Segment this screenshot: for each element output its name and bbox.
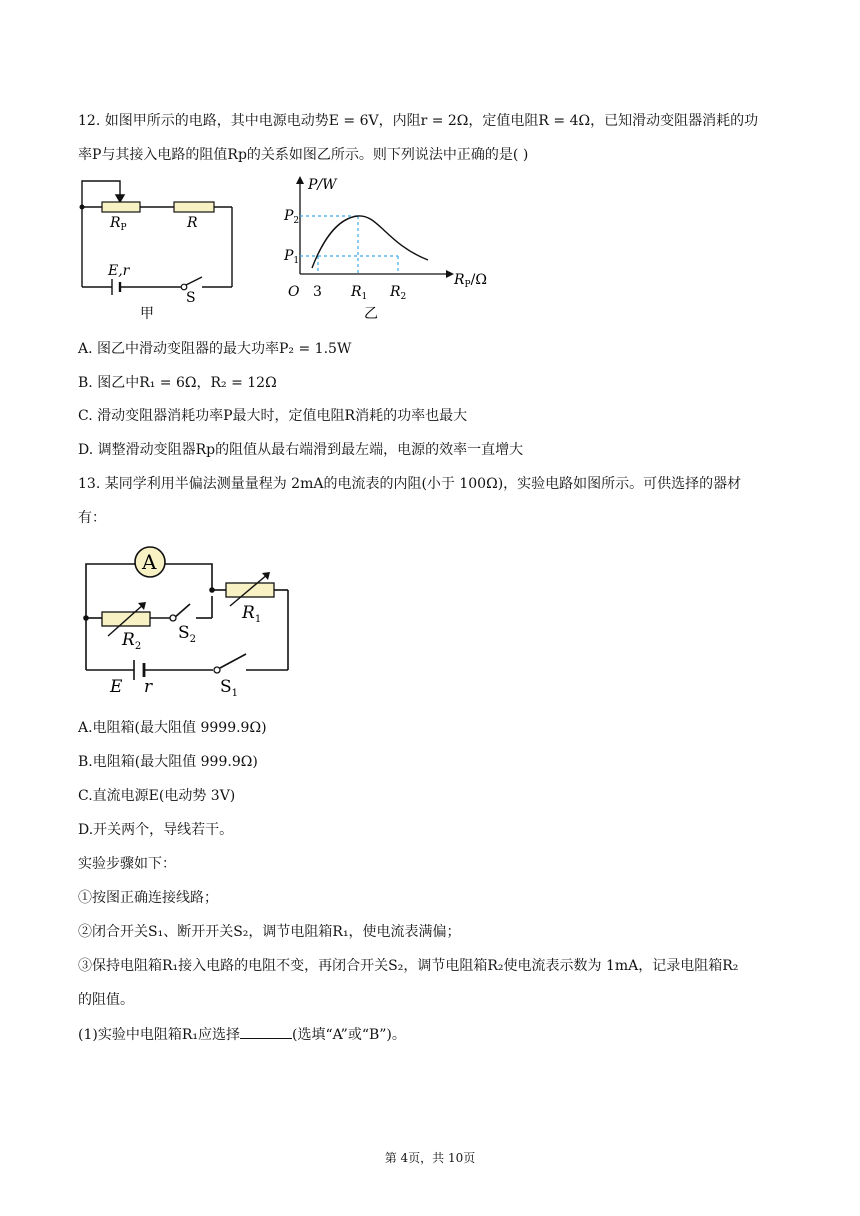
rheostat-rp <box>102 202 140 212</box>
r-label: R <box>187 215 198 231</box>
q13-steps-title: 实验步骤如下： <box>78 856 176 872</box>
q13-item-a: A.电阻箱(最大阻值 9999.9Ω) <box>78 720 267 736</box>
q13-item-c: C.直流电源E(电动势 3V) <box>78 788 236 804</box>
p1-label: $P_1$ <box>284 248 300 266</box>
r2-label: $R_2$ <box>122 630 142 652</box>
fig-caption-yi: 乙 <box>364 306 378 322</box>
q13-item-b: B.电阻箱(最大阻值 999.9Ω) <box>78 754 258 770</box>
ammeter-label: A <box>142 550 157 574</box>
switch-pivot <box>181 284 187 290</box>
junction-dot <box>83 615 89 621</box>
x-axis-label: $R_P/\Omega$ <box>454 272 487 290</box>
switch-label: S <box>186 290 196 306</box>
source-label: E,r <box>108 263 130 279</box>
y-axis-arrow-icon <box>296 176 304 184</box>
q13-item-d: D.开关两个，导线若干。 <box>78 822 234 838</box>
q12-option-b: B. 图乙中R₁ = 6Ω，R₂ = 12Ω <box>78 375 277 391</box>
junction-dot <box>209 587 215 593</box>
q12-option-d: D. 调整滑动变阻器Rp的阻值从最右端滑到最左端，电源的效率一直增大 <box>78 442 524 458</box>
page-footer: 第 4页，共 10页 <box>384 1151 476 1165</box>
r-label: r <box>144 677 153 697</box>
answer-blank[interactable] <box>240 1024 292 1039</box>
resistor-r <box>174 202 214 212</box>
origin-label: O <box>288 284 300 300</box>
x-axis-arrow-icon <box>446 270 454 278</box>
y-axis-label: P/W <box>308 177 337 193</box>
r2-tick-label: $R_2$ <box>390 284 407 302</box>
q13-step3-line1: ③保持电阻箱R₁接入电路的电阻不变，再闭合开关S₂，调节电阻箱R₂使电流表示数为 1mA，记录电阻箱R₂ <box>78 958 739 974</box>
q12-graph-figure-yi <box>282 172 497 327</box>
q12-stem-line2: 率P与其接入电路的阻值Rp的关系如图乙所示。则下列说法中正确的是( ) <box>78 147 529 163</box>
q12-stem-line1: 12. 如图甲所示的电路，其中电源电动势E = 6V，内阻r = 2Ω，定值电阻R = 4Ω，已知滑动变阻器消耗的功 <box>78 113 759 129</box>
rp-label: $R_P$ <box>110 215 127 233</box>
q13-step2: ②闭合开关S₁、断开开关S₂，调节电阻箱R₁，使电流表满偏； <box>78 924 461 940</box>
q13-stem-line1: 13. 某同学利用半偏法测量量程为 2mA的电流表的内阻(小于 100Ω)，实验电路如图所示。可供选择的器材 <box>78 476 742 492</box>
junction-dot <box>80 205 85 210</box>
r1-tick-label: $R_1$ <box>351 284 368 302</box>
q12-circuit-figure-jia <box>74 175 244 325</box>
q13-circuit-figure <box>78 540 303 705</box>
q13-sub1 <box>78 1024 406 1045</box>
s1-label: $S_1$ <box>220 677 239 699</box>
q12-option-a: A. 图乙中滑动变阻器的最大功率P₂ = 1.5W <box>78 341 352 357</box>
p2-label: $P_2$ <box>284 208 300 226</box>
q13-sub1-hint: (选填“A”或“B”)。 <box>291 1027 406 1043</box>
q12-option-c: C. 滑动变阻器消耗功率P最大时，定值电阻R消耗的功率也最大 <box>78 408 468 424</box>
resistance-box-r2 <box>102 612 150 626</box>
q13-sub1-prompt: (1)实验中电阻箱R₁应选择 <box>78 1027 240 1043</box>
tick-3-label: 3 <box>313 284 322 300</box>
q13-stem-line2: 有： <box>78 510 106 526</box>
s2-label: $S_2$ <box>178 623 197 645</box>
power-curve <box>312 216 428 268</box>
q13-step3-line2: 的阻值。 <box>78 992 134 1008</box>
e-label: E <box>110 677 123 697</box>
switch-s1-pivot <box>214 667 220 673</box>
switch-s2-pivot <box>170 615 176 621</box>
fig-caption-jia: 甲 <box>140 306 154 322</box>
q13-step1: ①按图正确连接线路； <box>78 890 218 906</box>
r1-label: $R_1$ <box>242 603 262 625</box>
slider-arrow-icon <box>116 195 124 202</box>
